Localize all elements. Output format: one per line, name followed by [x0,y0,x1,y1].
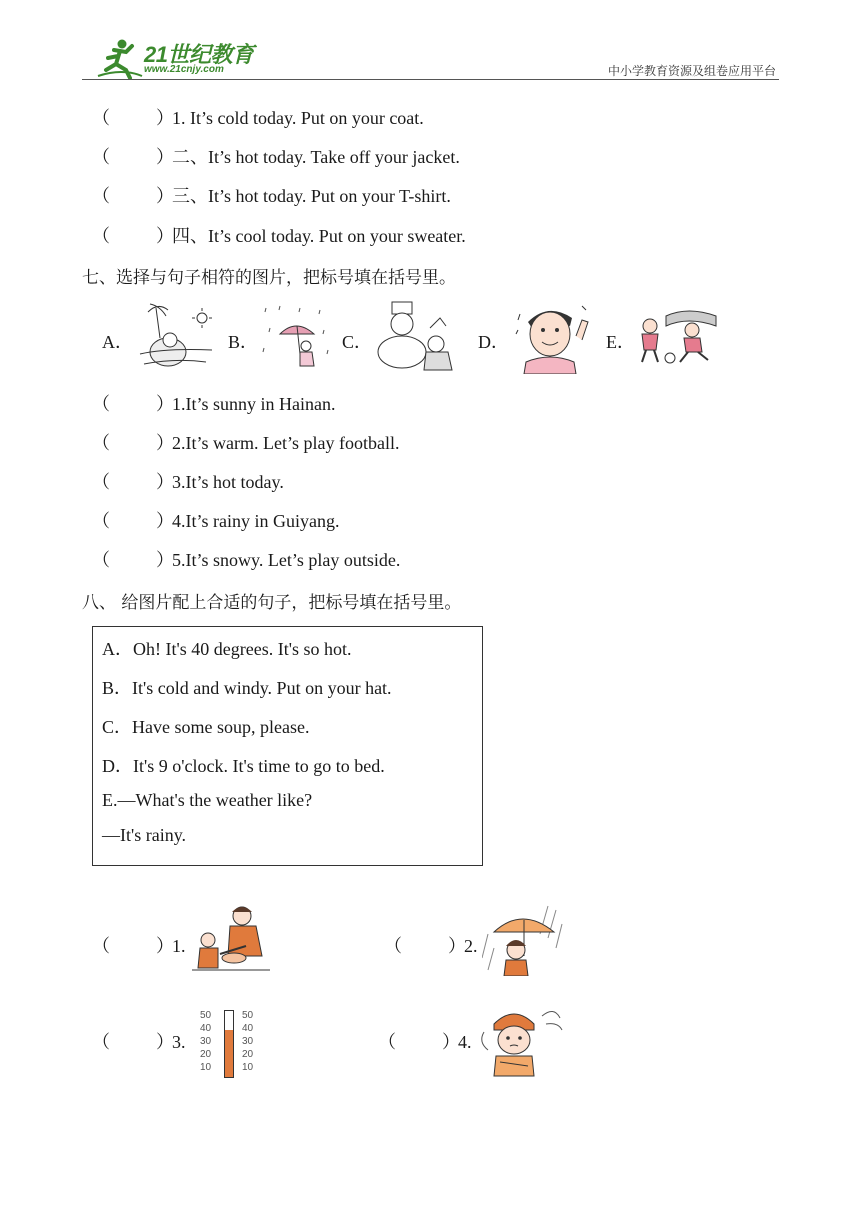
item-text: 4.It’s rainy in Guiyang. [172,511,340,531]
item-text: 1.It’s sunny in Hainan. [172,394,336,414]
soup-family-icon [190,904,272,976]
question-number: 4. [458,1032,472,1052]
hot-boy-icon [512,300,596,374]
item-text: 四、It’s cool today. Put on your sweater. [172,226,466,246]
section8-question-2 [384,932,478,958]
tick-label: 30 [200,1036,212,1047]
windy-hat-boy-icon [476,1002,566,1078]
header-divider [82,79,779,80]
picture-label-a: A． [102,332,133,352]
tick-label: 10 [200,1062,212,1073]
section8-question-1 [92,932,186,958]
part6-item-4 [92,225,466,247]
tick-label: 50 [200,1010,212,1021]
option-a: A．Oh! It's 40 degrees. It's so hot. [102,639,352,659]
section7-item-4 [92,510,339,532]
paren-close: ） [156,186,174,206]
answer-blank[interactable]: （ [384,936,402,956]
rain-umbrella-girl-icon [482,904,564,976]
paren-close: ） [156,147,174,167]
item-text: 1. It’s cold today. Put on your coat. [172,108,424,128]
answer-blank[interactable]: （ [92,186,110,206]
option-b: B．It's cold and windy. Put on your hat. [102,678,392,698]
thermometer-icon [198,1008,262,1078]
logo-url: www.21cnjy.com [144,64,224,75]
picture-label-e: E． [606,332,635,352]
section7-item-1 [92,393,336,415]
item-text: 二、It’s hot today. Take off your jacket. [172,147,460,167]
paren-close: ） [156,433,174,453]
picture-label-d: D． [478,332,509,352]
paren-close: ） [156,472,174,492]
option-e: E.—What's the weather like? [102,790,313,810]
question-number: 2. [464,936,478,956]
answer-blank[interactable]: （ [92,108,110,128]
answer-blank[interactable]: （ [92,226,110,246]
paren-close: ） [156,936,174,956]
tick-label: 10 [242,1062,254,1073]
paren-close: ） [442,1032,460,1052]
snowman-icon [374,298,464,372]
paren-close: ） [156,550,174,570]
section7-title: 七、选择与句子相符的图片，把标号填在括号里。 [82,268,456,288]
option-e-answer: —It's rainy. [102,825,187,845]
paren-close: ） [156,511,174,531]
answer-blank[interactable]: （ [92,433,110,453]
section8-question-3 [92,1028,186,1054]
answer-blank[interactable]: （ [92,147,110,167]
part6-item-3 [92,185,451,207]
sunny-beach-icon [136,298,216,372]
item-text: 3.It’s hot today. [172,472,284,492]
part6-item-2 [92,146,460,168]
rainy-umbrella-icon [260,304,334,370]
tick-label: 50 [242,1010,254,1021]
question-number: 1. [172,936,186,956]
answer-blank[interactable]: （ [378,1032,396,1052]
section8-title: 八、 给图片配上合适的句子，把标号填在括号里。 [82,593,462,613]
question-number: 3. [172,1032,186,1052]
tick-label: 40 [200,1023,212,1034]
item-text: 2.It’s warm. Let’s play football. [172,433,400,453]
tick-label: 20 [200,1049,212,1060]
option-d: D．It's 9 o'clock. It's time to go to bed. [102,756,385,776]
options-box [92,626,483,866]
tick-label: 30 [242,1036,254,1047]
paren-close: ） [448,936,466,956]
football-kids-icon [632,306,718,368]
paren-close: ） [156,108,174,128]
section8-question-4 [378,1028,472,1054]
paren-close: ） [156,1032,174,1052]
option-c: C．Have some soup, please. [102,717,310,737]
part6-item-1 [92,107,424,129]
section7-item-2 [92,432,399,454]
item-text: 5.It’s snowy. Let’s play outside. [172,550,401,570]
answer-blank[interactable]: （ [92,511,110,531]
answer-blank[interactable]: （ [92,936,110,956]
answer-blank[interactable]: （ [92,394,110,414]
section7-item-3 [92,471,284,493]
item-text: 三、It’s hot today. Put on your T-shirt. [172,186,451,206]
answer-blank[interactable]: （ [92,1032,110,1052]
tick-label: 20 [242,1049,254,1060]
paren-close: ） [156,226,174,246]
paren-close: ） [156,394,174,414]
answer-blank[interactable]: （ [92,472,110,492]
platform-name: 中小学教育资源及组卷应用平台 [607,64,776,78]
tick-label: 40 [242,1023,254,1034]
section7-item-5 [92,549,400,571]
picture-label-b: B． [228,332,259,352]
picture-label-c: C． [342,332,373,352]
answer-blank[interactable]: （ [92,550,110,570]
logo-text: 21世纪教育 [144,42,254,67]
